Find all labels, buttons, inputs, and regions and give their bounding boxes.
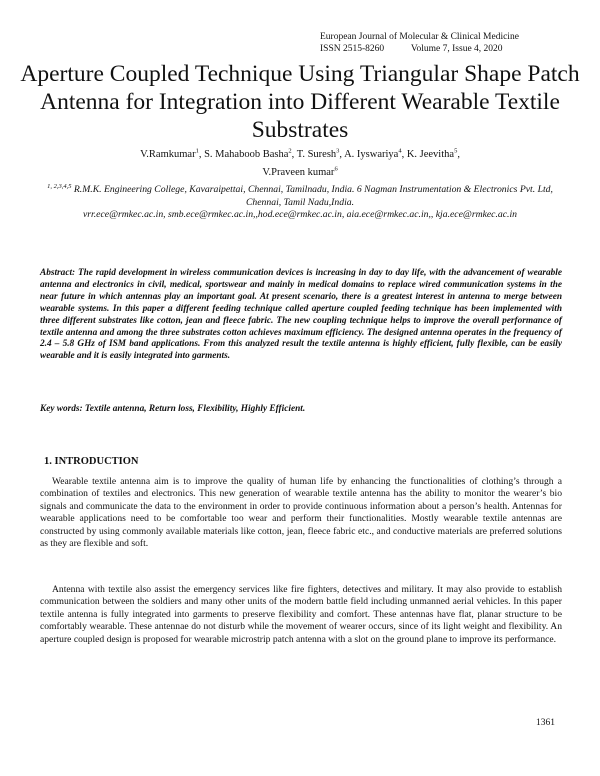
body-paragraph: Wearable textile antenna aim is to improve the quality of human life by enhancing the functionalities of clothing’s through a combination of textiles and electronics. This new generation of wearable textile antenna has the ability to monitor the wearer’s bio signals and communicate the data to the environment in order to provide continuous information about a person’s health. Antennas for wearable applications need to be comfortable too wear and perform their functionalities. Mostly wearable textile antennas are constructed by using commonly available materials like cotton, jean, fleece fabric etc., and conductive materials are preferred solutions as they are flexible and soft.: [40, 476, 562, 550]
author-sep: ,: [401, 149, 407, 160]
keywords: Key words: Textile antenna, Return loss, Flexibility, Highly Efficient.: [40, 404, 306, 414]
author: V.Ramkumar: [140, 149, 196, 160]
author-sep: ,: [457, 149, 460, 160]
body-paragraph: Antenna with textile also assist the emergency services like fire fighters, detectives and military. It may also provide to establish communication between the soldiers and many other units of the modern battle field including unmanned aerial vehicles. In this paper textile antenna is fully integrated into garments to preserve flexibility and comfort. These antennas have flat, planar structure to be comfortably wearable. These antennae do not disturb while the movement of wearer occurs, since of its light weight and flexibility. An aperture coupled design is proposed for wearable microstrip patch antenna with a slot on the ground plane to improve its performance.: [40, 584, 562, 645]
paper-title: Aperture Coupled Technique Using Triangular Shape Patch Antenna for Integration into Different Wearable Textile Substrates: [20, 61, 580, 143]
affiliation: [40, 184, 560, 222]
author-sup: 1: [195, 147, 199, 155]
journal-header: [320, 32, 570, 55]
section-heading: 1. INTRODUCTION: [44, 456, 139, 467]
issn: ISSN 2515-8260: [320, 43, 385, 54]
author-sup: 6: [334, 165, 338, 173]
journal-name: European Journal of Molecular & Clinical Medicine: [320, 32, 519, 42]
author-list-line2: [0, 166, 600, 179]
author-sep: ,: [339, 149, 345, 160]
affiliation-sup: 1, 2,3,4,5: [47, 182, 72, 190]
author-sup: 4: [398, 147, 402, 155]
page-number: 1361: [536, 718, 555, 728]
author-sup: 3: [336, 147, 340, 155]
author: K. Jeevitha: [406, 149, 455, 160]
author: S. Mahaboob Basha: [204, 149, 289, 160]
author-sep: ,: [198, 149, 205, 160]
volume-issue: Volume 7, Issue 4, 2020: [410, 43, 503, 54]
abstract: Abstract: The rapid development in wireless communication devices is increasing in day to day life, with the advancement of wearable antenna and electronics in civil, medical, sportswear and mainly in medical domains to replace wired communication systems in the near future in which antennas play an important goal. At present scenario, there is a greatest interest in antenna to merge between wearable systems. In this paper a different feeding technique called aperture coupled feeding technique has been implemented with three different substrates like cotton, jean and fleece fabric. The new coupling technique helps to improve the overall performance of textile antenna and among the three substrates cotton achieves maximum efficiency. The designed antenna operates in the frequency of 2.4 – 5.8 GHz of ISM band applications. From this analyzed result the textile antenna is highly efficient, fully flexible, can be easily wearable and it is easily integrated into garments.: [40, 268, 562, 362]
author: V.Praveen kumar: [262, 167, 335, 178]
author-list: [0, 148, 600, 161]
author-sup: 2: [288, 147, 292, 155]
author: T. Suresh: [296, 149, 337, 160]
author: A. Iyswariya: [344, 149, 399, 160]
author-emails: vrr.ece@rmkec.ac.in, smb.ece@rmkec.ac.in,,hod.ece@rmkec.ac.in, aia.ece@rmkec.ac.in,, kja.ece@rmkec.ac.in: [82, 209, 518, 220]
affiliation-text: R.M.K. Engineering College, Kavaraipettai, Chennai, Tamilnadu, India. 6 Nagman Instrumentation & Electronics Pvt. Ltd, Chennai, Tamil Nadu,India.: [71, 184, 553, 208]
author-sup: 5: [454, 147, 458, 155]
journal-issue-line: [320, 44, 570, 56]
author-sep: ,: [291, 149, 297, 160]
